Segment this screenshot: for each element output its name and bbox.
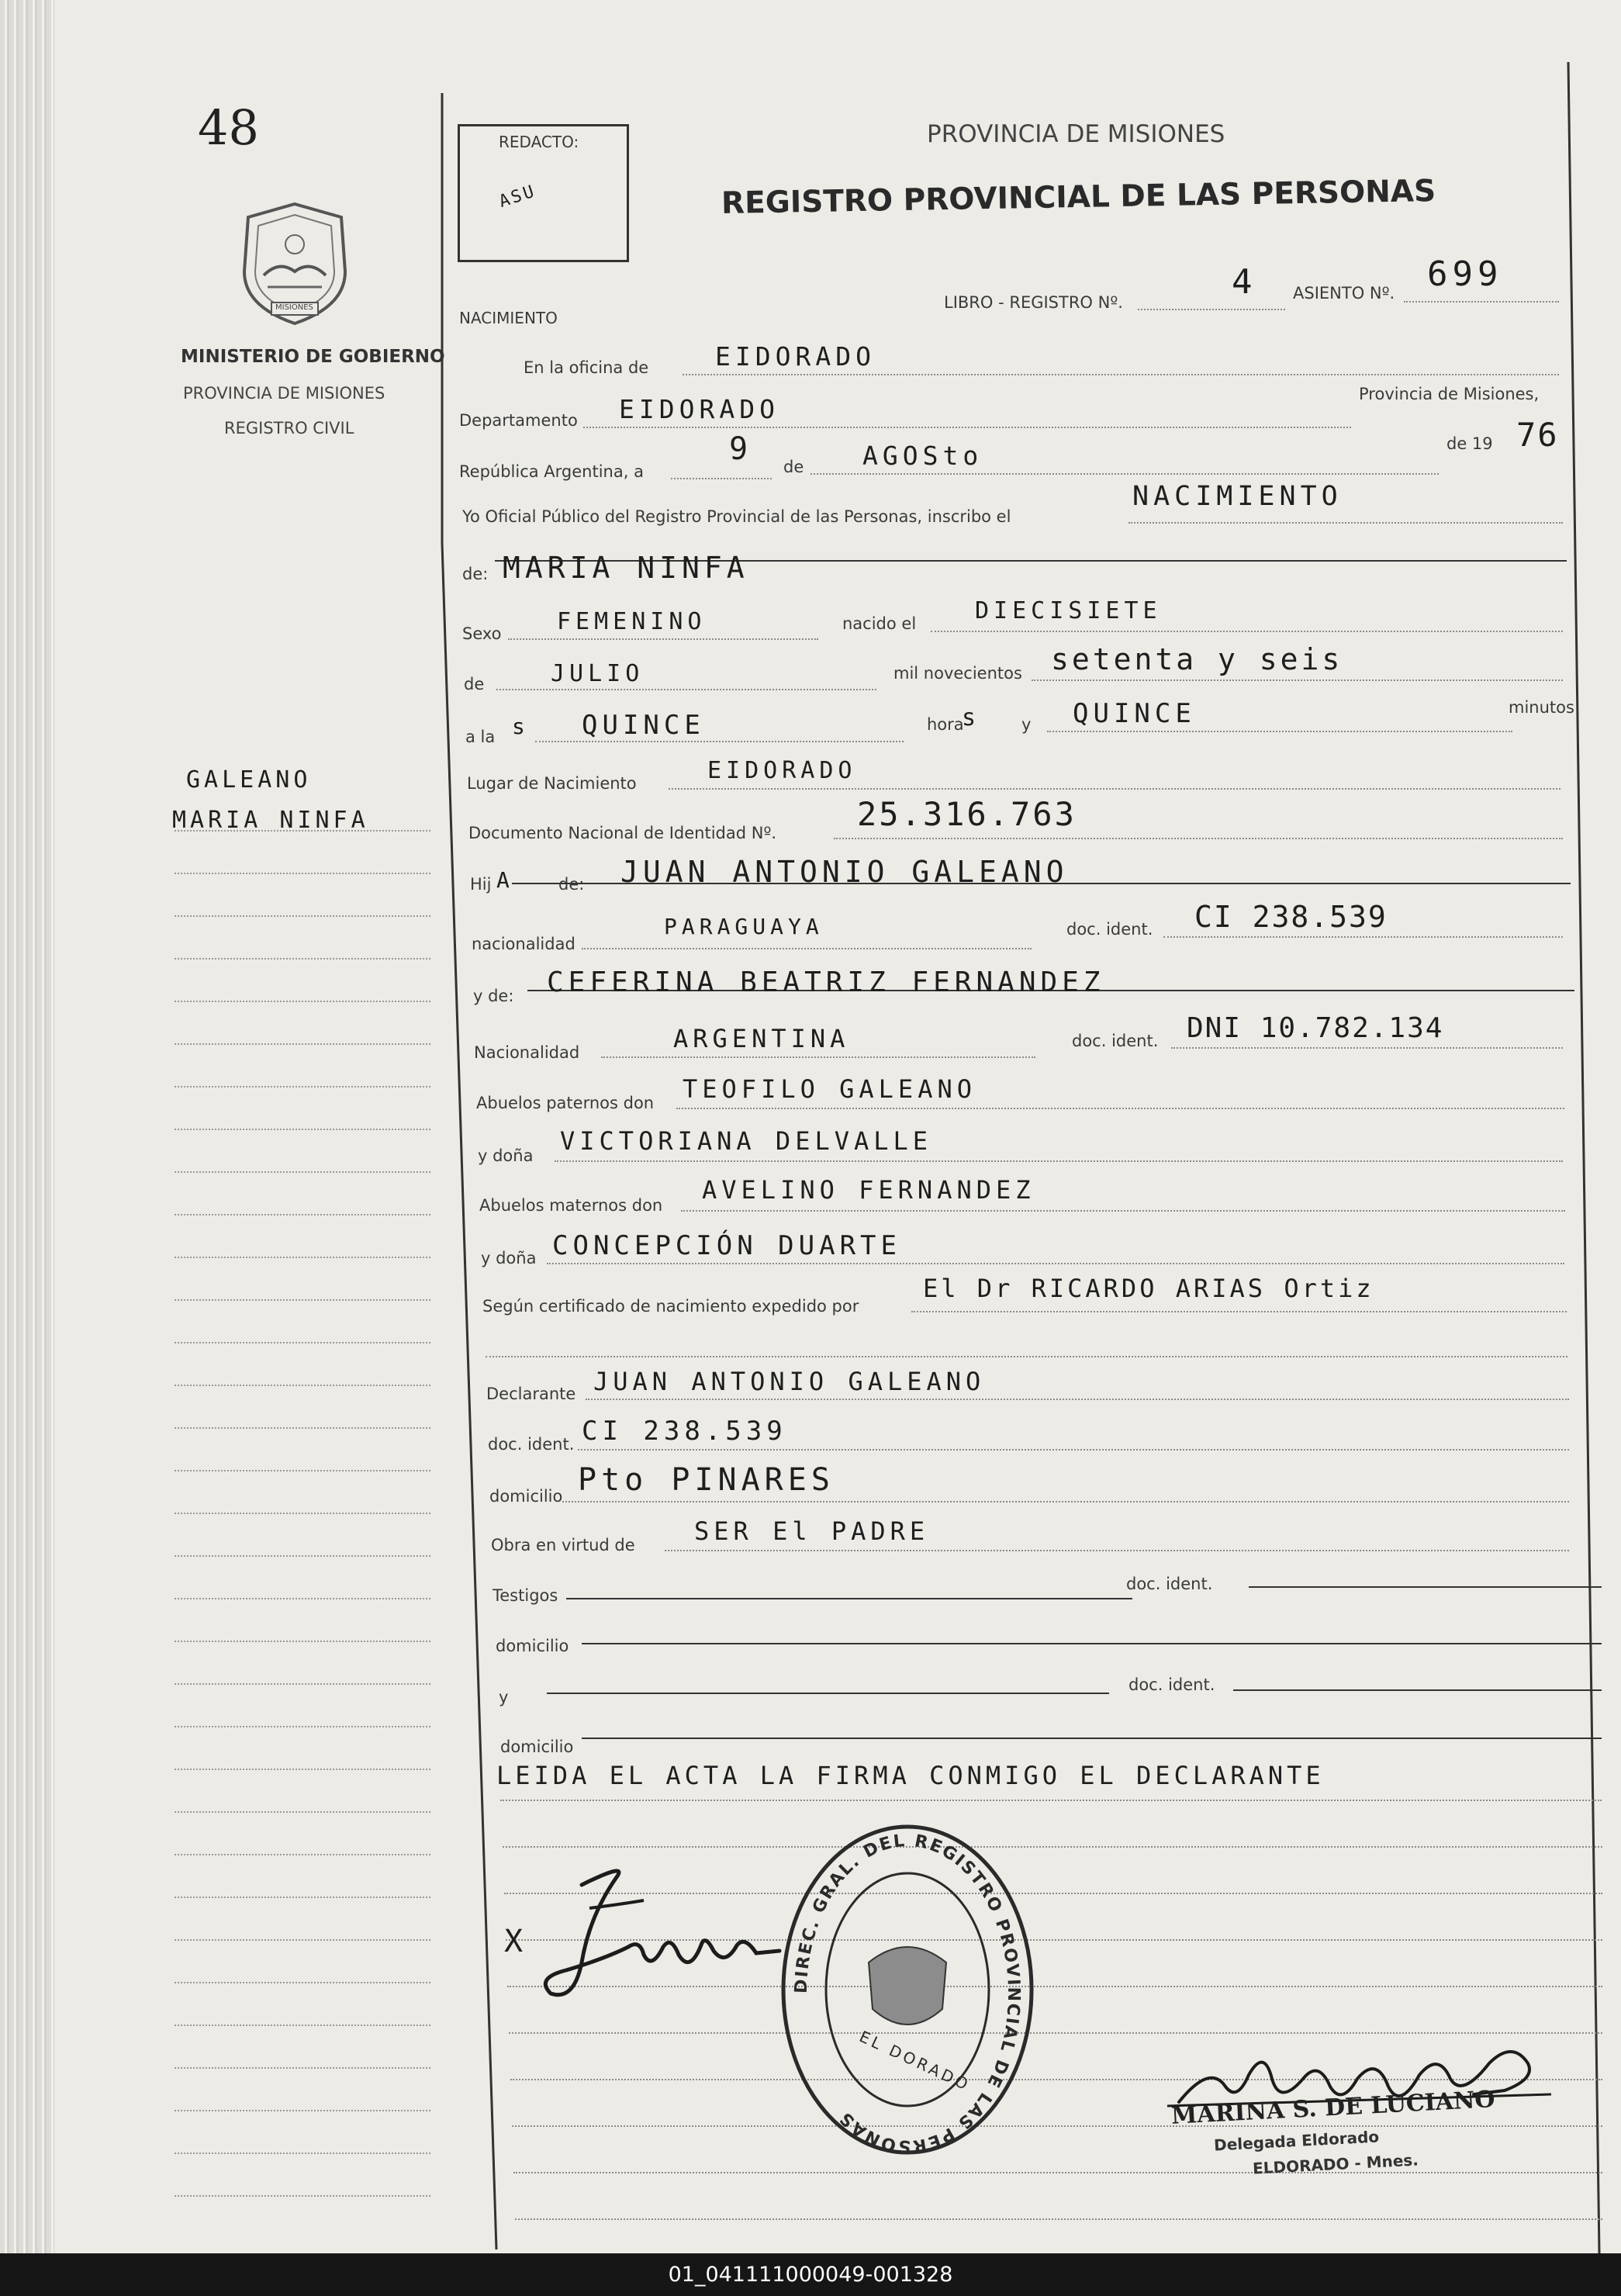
- nombre-value: MARIA NINFA: [503, 551, 749, 585]
- declarant-signature: [535, 1862, 783, 2017]
- abuelo-paterno-value: TEOFILO GALEANO: [683, 1074, 976, 1104]
- republica-label: República Argentina, a: [459, 462, 644, 481]
- departamento-label: Departamento: [459, 411, 578, 430]
- hora-suffix-value: s: [962, 704, 981, 731]
- hora-value: QUINCE: [582, 710, 705, 741]
- y-dona-paterna-label: y doña: [478, 1146, 534, 1165]
- departamento-value: EIDORADO: [619, 394, 779, 424]
- alas-label: a la: [465, 728, 496, 746]
- declarante-value: JUAN ANTONIO GALEANO: [593, 1367, 986, 1396]
- official-place: ELDORADO - Mnes.: [1252, 2150, 1419, 2178]
- section-label: NACIMIENTO: [459, 309, 558, 327]
- padre-value: JUAN ANTONIO GALEANO: [620, 855, 1069, 889]
- y-testigo-label: y: [499, 1688, 509, 1706]
- oficial-label: Yo Oficial Público del Registro Provincial de las Personas, inscribo el: [462, 507, 1011, 526]
- year-suffix-value: 76: [1516, 416, 1559, 454]
- mil-label: mil novecientos: [893, 664, 1022, 683]
- official-role: Delegada Eldorado: [1213, 2127, 1380, 2155]
- asiento-value: 699: [1427, 254, 1503, 294]
- abuelos-maternos-label: Abuelos maternos don: [479, 1196, 663, 1215]
- doc-ident-testigo2-label: doc. ident.: [1128, 1675, 1215, 1694]
- signature-x-mark: X: [504, 1924, 528, 1959]
- nacido-year-value: setenta y seis: [1051, 642, 1343, 676]
- abuelo-materno-value: AVELINO FERNANDEZ: [702, 1175, 1035, 1205]
- stamp-inner-text: EL DORADO: [856, 2027, 974, 2095]
- segun-label: Según certificado de nacimiento expedido por: [482, 1297, 859, 1316]
- madre-nacionalidad-value: ARGENTINA: [673, 1024, 850, 1053]
- sexo-value: FEMENINO: [557, 608, 707, 635]
- nacionalidad-madre-label: Nacionalidad: [474, 1043, 580, 1062]
- libro-label: LIBRO - REGISTRO Nº.: [944, 293, 1123, 312]
- obra-value: SER El PADRE: [694, 1516, 930, 1546]
- minutos-label: minutos: [1509, 698, 1574, 717]
- lugar-label: Lugar de Nacimiento: [467, 774, 637, 793]
- abuelos-paternos-label: Abuelos paternos don: [476, 1094, 655, 1112]
- de-mes-label: de: [464, 675, 485, 693]
- nota-value: LEIDA EL ACTA LA FIRMA CONMIGO EL DECLARANTE: [496, 1761, 1325, 1790]
- ministerio-label: MINISTERIO DE GOBIERNO: [181, 347, 445, 367]
- hij-de-label: de:: [558, 875, 585, 894]
- doc-ident-padre-label: doc. ident.: [1066, 920, 1153, 939]
- nacido-label: nacido el: [842, 614, 917, 633]
- abuela-materna-value: CONCEPCIÓN DUARTE: [552, 1230, 901, 1261]
- page-number: 48: [198, 99, 259, 156]
- padre-nacionalidad-value: PARAGUAYA: [664, 914, 824, 939]
- obra-label: Obra en virtud de: [491, 1536, 635, 1554]
- provincia-misiones-label: Provincia de Misiones,: [1359, 385, 1540, 403]
- y-de-label: y de:: [473, 987, 514, 1005]
- oficina-label: En la oficina de: [524, 358, 649, 377]
- de-year-label: de 19: [1446, 434, 1493, 453]
- sexo-label: Sexo: [462, 624, 502, 643]
- registry-title: REGISTRO PROVINCIAL DE LAS PERSONAS: [721, 173, 1436, 222]
- domicilio-testigo2-label: domicilio: [500, 1738, 574, 1756]
- inscribe-value: NACIMIENTO: [1132, 481, 1343, 512]
- documento-label: Documento Nacional de Identidad Nº.: [468, 824, 777, 842]
- hora-label: hora: [927, 715, 964, 734]
- asiento-label: ASIENTO Nº.: [1293, 284, 1395, 303]
- domicilio-value: Pto PINARES: [578, 1462, 835, 1498]
- mes-inscripcion-value: AGOSto: [862, 441, 983, 471]
- oficina-value: EIDORADO: [715, 341, 876, 372]
- dni-value: 25.316.763: [857, 795, 1077, 833]
- margin-surname: GALEANO: [186, 766, 312, 794]
- declarante-label: Declarante: [486, 1385, 576, 1403]
- seal-ribbon-text: MISIONES: [275, 303, 313, 312]
- dia-value: 9: [729, 431, 753, 467]
- nacionalidad-padre-label: nacionalidad: [472, 935, 575, 953]
- testigos-label: Testigos: [493, 1586, 558, 1605]
- redacto-value: ASU: [496, 182, 539, 212]
- minutos-value: QUINCE: [1073, 698, 1196, 729]
- nacido-mes-value: JULIO: [551, 660, 645, 687]
- alas-suffix-value: s: [512, 714, 530, 739]
- doc-ident-madre-label: doc. ident.: [1072, 1032, 1159, 1050]
- lugar-value: EIDORADO: [707, 757, 857, 784]
- registry-stamp: [776, 1815, 1039, 2156]
- abuela-paterna-value: VICTORIANA DELVALLE: [560, 1126, 933, 1156]
- redacto-box: [458, 124, 629, 262]
- y-hora-label: y: [1021, 715, 1032, 734]
- official-name: MARINA S. DE LUCIANO: [1170, 2086, 1496, 2130]
- hij-suffix-value: A: [496, 867, 514, 893]
- y-dona-materna-label: y doña: [481, 1249, 537, 1267]
- image-id-caption: 01_041111000049-001328: [0, 2253, 1621, 2296]
- de-label: de: [783, 458, 804, 476]
- declarante-doc-value: CI 238.539: [582, 1416, 787, 1447]
- nacido-dia-value: DIECISIETE: [975, 597, 1162, 624]
- domicilio-label: domicilio: [489, 1487, 563, 1506]
- stamp-outer-text: DIREC. GRAL. DEL REGISTRO PROVINCIAL DE LAS PERSONAS: [791, 1831, 1024, 2156]
- redacto-label: REDACTO:: [499, 133, 579, 151]
- provincia-label: PROVINCIA DE MISIONES: [183, 384, 385, 403]
- registro-civil-label: REGISTRO CIVIL: [224, 419, 354, 437]
- madre-value: CEFERINA BEATRIZ FERNANDEZ: [547, 966, 1105, 998]
- madre-doc-value: DNI 10.782.134: [1187, 1012, 1444, 1044]
- libro-value: 4: [1232, 262, 1257, 302]
- hij-label: Hij: [470, 875, 492, 894]
- province-heading: PROVINCIA DE MISIONES: [927, 120, 1225, 148]
- de-persona-label: de:: [462, 565, 489, 583]
- margin-name: MARIA NINFA: [172, 807, 369, 834]
- padre-doc-value: CI 238.539: [1194, 900, 1388, 934]
- domicilio-testigo1-label: domicilio: [496, 1637, 569, 1655]
- certificado-value: El Dr RICARDO ARIAS Ortiz: [923, 1274, 1374, 1303]
- doc-ident-testigo1-label: doc. ident.: [1126, 1575, 1213, 1593]
- doc-ident-declarante-label: doc. ident.: [488, 1435, 575, 1454]
